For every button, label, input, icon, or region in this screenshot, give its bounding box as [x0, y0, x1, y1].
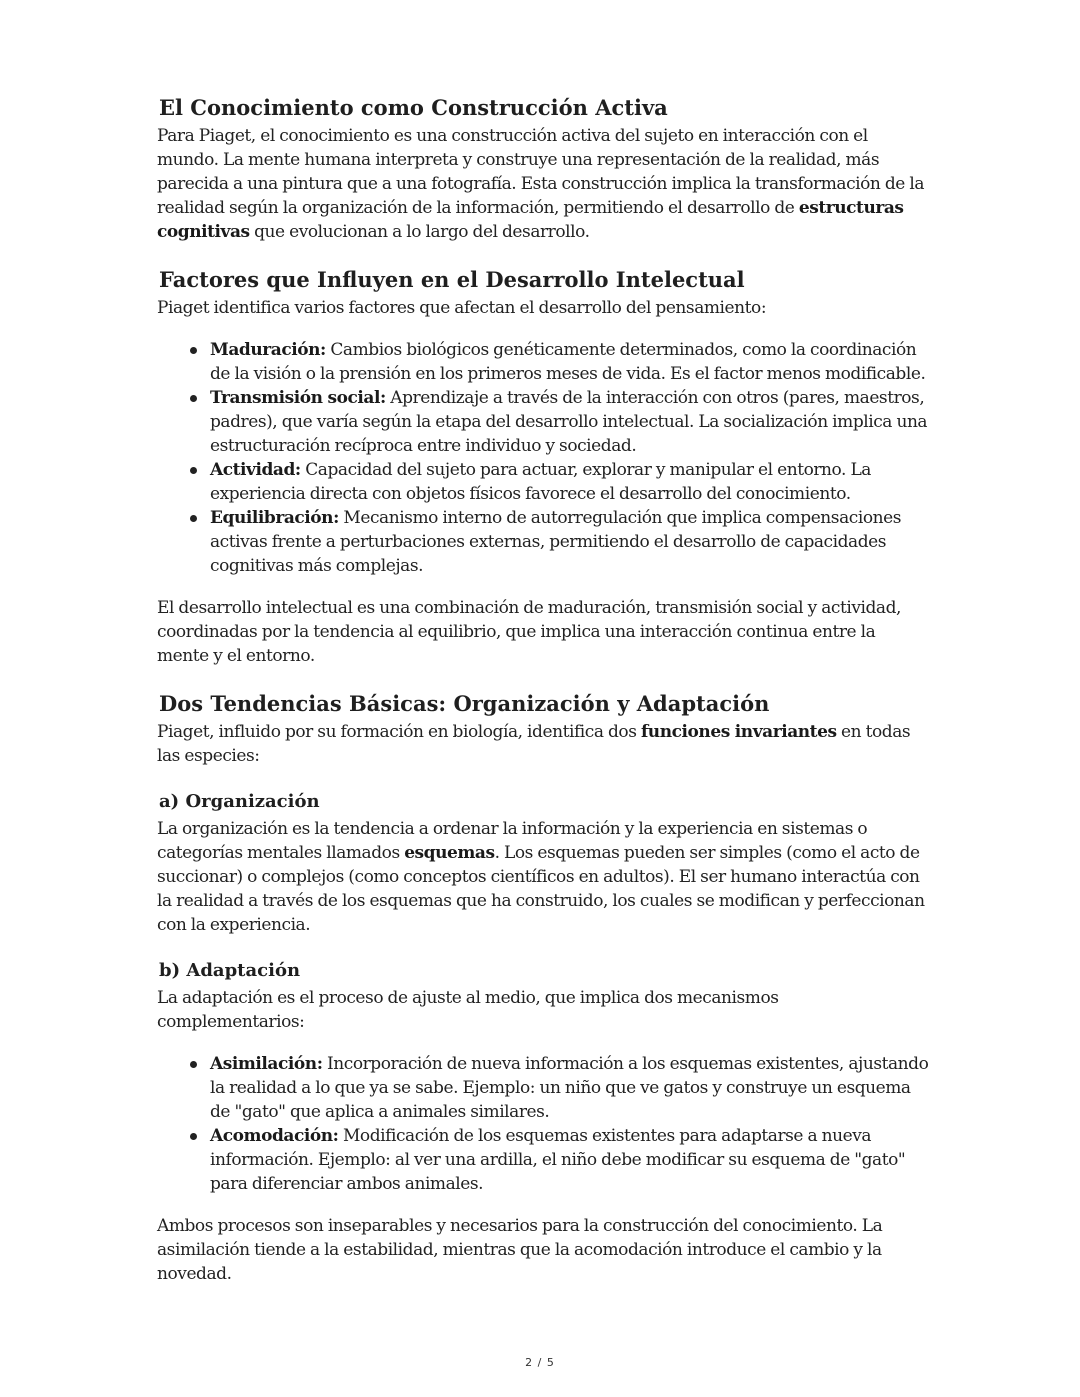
bullet-icon	[190, 467, 197, 474]
list-item	[210, 1052, 929, 1124]
document-page	[157, 94, 929, 1286]
list-text: Capacidad del sujeto para actuar, explorar y manipular el entorno. La experiencia directa con objetos físicos favorece el desarrollo del conocimiento.	[210, 460, 871, 504]
list-item	[210, 386, 929, 458]
list-term: Maduración:	[210, 340, 326, 360]
paragraph-adaptacion-closing: Ambos procesos son inseparables y necesarios para la construcción del conocimiento. La asimilación tiende a la estabilidad, mientras que la acomodación introduce el cambio y la novedad.	[157, 1216, 883, 1284]
bold-term: estructuras cognitivas	[157, 198, 904, 242]
list-item	[210, 1124, 929, 1196]
bullet-icon	[190, 395, 197, 402]
bullet-icon	[190, 1133, 197, 1140]
paragraph-text: en todas las especies:	[157, 722, 911, 766]
section-heading-conocimiento: El Conocimiento como Construcción Activa	[159, 95, 668, 120]
paragraph-text: . Los esquemas pueden ser simples (como el acto de succionar) o complejos (como conceptos científicos en adultos). El ser humano interactúa con la realidad a través de los esquemas que ha construido, los cuales se modifican y perfeccionan con la experiencia.	[157, 843, 925, 935]
factores-list	[157, 338, 929, 578]
list-text: Cambios biológicos genéticamente determinados, como la coordinación de la visión o la prensión en los primeros meses de vida. Es el factor menos modificable.	[210, 340, 926, 384]
list-item	[210, 338, 929, 386]
adaptacion-list	[157, 1052, 929, 1196]
paragraph-conocimiento	[157, 124, 929, 244]
bullet-icon	[190, 515, 197, 522]
paragraph-organizacion	[157, 817, 929, 937]
subheading-organizacion: a) Organización	[159, 791, 320, 812]
paragraph-factores-closing: El desarrollo intelectual es una combinación de maduración, transmisión social y actividad, coordinadas por la tendencia al equilibrio, que implica una interacción continua entre la mente y el entorno.	[157, 598, 901, 666]
bullet-icon	[190, 347, 197, 354]
paragraph-factores-intro: Piaget identifica varios factores que afectan el desarrollo del pensamiento:	[157, 298, 767, 318]
list-item	[210, 458, 929, 506]
paragraph-adaptacion-intro: La adaptación es el proceso de ajuste al medio, que implica dos mecanismos complementarios:	[157, 988, 779, 1032]
paragraph-text: La organización es la tendencia a ordenar la información y la experiencia en sistemas o categorías mentales llamados	[157, 819, 868, 863]
list-term: Transmisión social:	[210, 388, 386, 408]
list-text: Incorporación de nueva información a los esquemas existentes, ajustando la realidad a lo que ya se sabe. Ejemplo: un niño que ve gatos y construye un esquema de "gato" que aplica a animales similares.	[210, 1054, 929, 1122]
list-term: Equilibración:	[210, 508, 339, 528]
section-heading-tendencias: Dos Tendencias Básicas: Organización y Adaptación	[159, 691, 770, 716]
section-heading-factores: Factores que Influyen en el Desarrollo Intelectual	[159, 267, 745, 292]
list-term: Asimilación:	[210, 1054, 323, 1074]
list-item	[210, 506, 929, 578]
list-text: Mecanismo interno de autorregulación que implica compensaciones activas frente a perturbaciones externas, permitiendo el desarrollo de capacidades cognitivas más complejas.	[210, 508, 901, 576]
page-number: 2 / 5	[525, 1356, 555, 1369]
list-text: Aprendizaje a través de la interacción con otros (pares, maestros, padres), que varía según la etapa del desarrollo intelectual. La socialización implica una estructuración recíproca entre individuo y sociedad.	[210, 388, 928, 456]
list-term: Acomodación:	[210, 1126, 339, 1146]
paragraph-text: Para Piaget, el conocimiento es una construcción activa del sujeto en interacción con el mundo. La mente humana interpreta y construye una representación de la realidad, más parecida a una pintura que a una fotografía. Esta construcción implica la transformación de la realidad según la organización de la información, permitiendo el desarrollo de	[157, 126, 925, 218]
bold-term: funciones invariantes	[640, 722, 837, 742]
paragraph-text: que evolucionan a lo largo del desarrollo.	[249, 222, 590, 242]
list-text: Modificación de los esquemas existentes para adaptarse a nueva información. Ejemplo: al ver una ardilla, el niño debe modificar su esquema de "gato" para diferenciar ambos animales.	[210, 1126, 906, 1194]
paragraph-tendencias-intro	[157, 720, 929, 768]
subheading-adaptacion: b) Adaptación	[159, 960, 301, 981]
paragraph-text: Piaget, influido por su formación en biología, identifica dos	[157, 722, 641, 742]
bold-term: esquemas	[404, 843, 495, 863]
bullet-icon	[190, 1061, 197, 1068]
list-term: Actividad:	[210, 460, 301, 480]
